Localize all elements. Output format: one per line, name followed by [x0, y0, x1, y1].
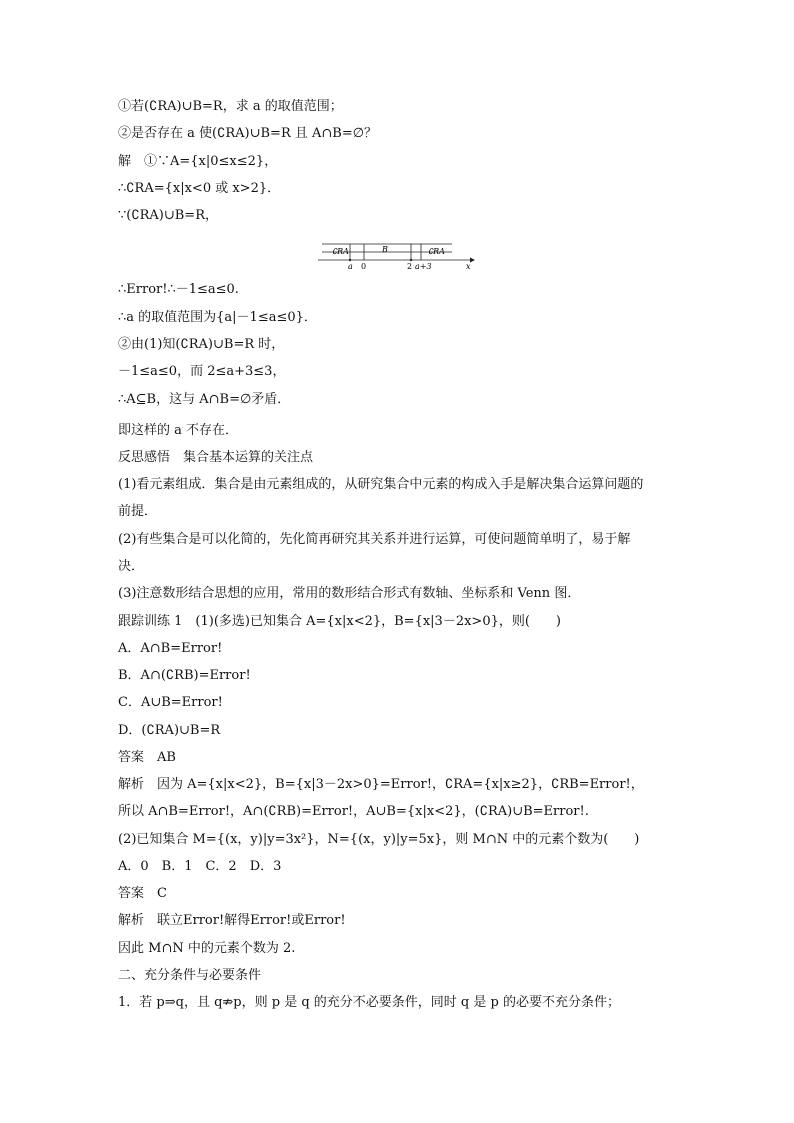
tick-zero-label: 0	[361, 262, 367, 271]
exercise-heading: 跟踪训练 1 (1)(多选)已知集合 A={x|x<2}，B={x|3－2x>0}，则( )	[118, 614, 562, 629]
number-line-figure	[318, 238, 478, 272]
option-d: D．(∁RA)∪B=R	[118, 723, 221, 738]
section-heading: 二、充分条件与必要条件	[118, 968, 262, 983]
analysis-2-cont: 因此 M∩N 中的元素个数为 2.	[118, 941, 296, 956]
analysis-2: 解析 联立Error!解得Error!或Error!	[118, 913, 346, 928]
complement-a-right-label: ∁RA	[428, 247, 445, 256]
solution-line: ∴Error!∴－1≤a≤0.	[118, 282, 239, 297]
solution-line: ∵(∁RA)∪B=R，	[118, 208, 218, 223]
solution-line: ∴A⊆B，这与 A∩B=∅矛盾．	[118, 392, 291, 407]
solution-line: 解 ①∵A={x|0≤x≤2}，	[118, 154, 278, 169]
solution-line: －1≤a≤0，而 2≤a+3≤3，	[118, 364, 286, 379]
tick-a-plus-3-label: a+3	[415, 262, 432, 271]
answer-1: 答案 AB	[118, 750, 176, 765]
options-part-2: A．0 B．1 C．2 D．3	[118, 859, 282, 874]
answer-2: 答案 C	[118, 886, 167, 901]
axis-x-label: x	[466, 262, 471, 271]
reflection-point-1: (1)看元素组成．集合是由元素组成的，从研究集合中元素的构成入手是解决集合运算问题的	[118, 477, 644, 492]
reflection-point-2: (2)有些集合是可以化简的，先化简再研究其关系并进行运算，可使问题简单明了，易于解	[118, 532, 631, 547]
analysis-1: 解析 因为 A={x|x<2}，B={x|3－2x>0}=Error!，∁RA={x|x≥2}，∁RB=Error!，	[118, 777, 644, 792]
complement-a-left-label: ∁RA	[332, 247, 349, 256]
reflection-point-2-cont: 决．	[118, 559, 145, 574]
option-c: C．A∪B=Error!	[118, 695, 223, 710]
question-part-1: ①若(∁RA)∪B=R，求 a 的取值范围；	[118, 99, 343, 114]
analysis-1-cont: 所以 A∩B=Error!，A∩(∁RB)=Error!，A∪B={x|x<2}，(∁RA)∪B=Error!.	[118, 804, 589, 819]
reflection-point-3: (3)注意数形结合思想的应用，常用的数形结合形式有数轴、坐标系和 Venn 图．	[118, 586, 581, 601]
solution-line: ∴∁RA={x|x<0 或 x>2}．	[118, 181, 281, 196]
reflection-point-1-cont: 前提．	[118, 504, 158, 519]
solution-conclusion: 即这样的 a 不存在．	[118, 423, 239, 438]
solution-line: ②由(1)知(∁RA)∪B=R 时，	[118, 337, 285, 352]
option-b: B．A∩(∁RB)=Error!	[118, 668, 251, 683]
exercise-part-2: (2)已知集合 M={(x，y)|y=3x²}，N={(x，y)|y=5x}，则 M∩N 中的元素个数为( )	[118, 832, 640, 847]
solution-line: ∴a 的取值范围为{a|－1≤a≤0}．	[118, 310, 317, 325]
question-part-2: ②是否存在 a 使(∁RA)∪B=R 且 A∩B=∅？	[118, 126, 378, 141]
set-b-label: B	[382, 245, 388, 254]
section-point-1: 1．若 p⇒q，且 q⇏p，则 p 是 q 的充分不必要条件，同时 q 是 p 的必要不充分条件；	[118, 995, 620, 1010]
tick-a-label: a	[348, 262, 353, 271]
tick-two-label: 2	[407, 262, 413, 271]
option-a: A．A∩B=Error!	[118, 641, 223, 656]
reflection-heading: 反思感悟 集合基本运算的关注点	[118, 450, 314, 465]
